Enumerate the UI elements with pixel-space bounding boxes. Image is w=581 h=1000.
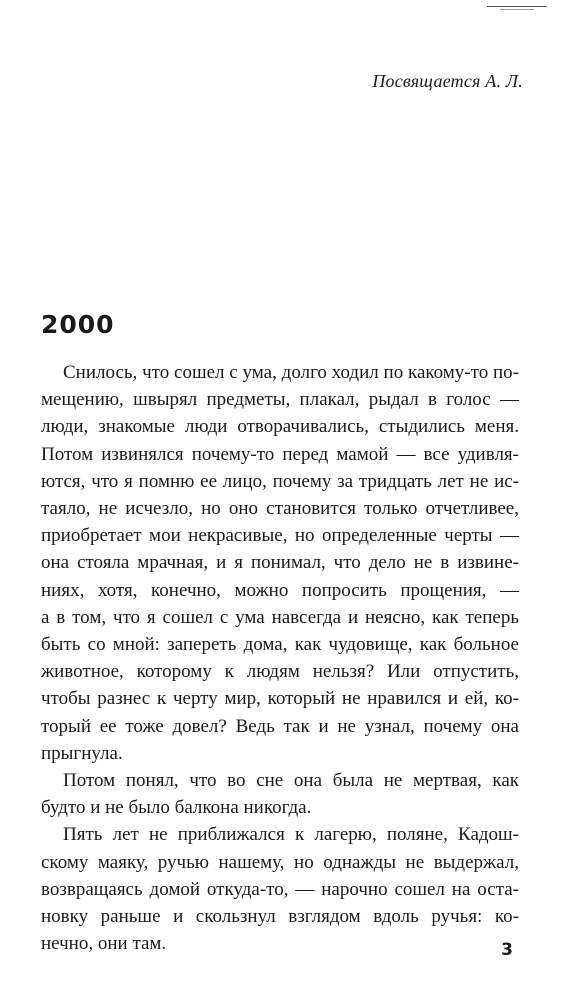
text-line: а в том, что я сошел с ума навсегда и неясно, как теперь <box>41 606 519 628</box>
text-line: приобретает мои некрасивые, но определенные черты — <box>41 525 519 547</box>
text-line: она стояла мрачная, и я понимал, что дело не в извине- <box>41 552 519 574</box>
text-line: таяло, не исчезло, но оно становится только отчетливее, <box>41 498 519 520</box>
text-line: ниях, хотя, конечно, можно попросить прощения, — <box>41 579 519 601</box>
chapter-title: 2000 <box>41 310 115 339</box>
text-line: мещению, швырял предметы, плакал, рыдал в голос — <box>41 389 519 411</box>
dedication: Посвящается А. Л. <box>372 71 523 91</box>
top-rule-secondary <box>500 9 534 10</box>
text-line: прыгнула. <box>41 742 123 764</box>
text-line: Потом извинялся почему-то перед мамой — все удивля- <box>41 443 519 465</box>
text-line: торый ее тоже довел? Ведь так и не узнал, почему она <box>41 715 519 737</box>
text-line: чтобы разнес к черту мир, который не нравился и ей, ко- <box>41 688 519 710</box>
text-line: нечно, они там. <box>41 933 167 955</box>
text-line: скому маяку, ручью нашему, но однажды не выдержал, <box>41 851 519 873</box>
text-line: будто и не было балкона никогда. <box>41 797 312 819</box>
page-number: 3 <box>501 940 513 960</box>
text-line: возвращаясь домой откуда-то, — нарочно сошел на оста- <box>41 878 519 900</box>
text-line: Снилось, что сошел с ума, долго ходил по какому-то по- <box>63 362 519 383</box>
text-line: животное, которому к людям нельзя? Или отпустить, <box>41 661 519 683</box>
text-line: новку раньше и скользнул взглядом вдоль ручья: ко- <box>41 906 519 928</box>
text-line: Потом понял, что во сне она была не мертвая, как <box>63 770 519 792</box>
text-line: быть со мной: запереть дома, как чудовище, как больное <box>41 634 519 656</box>
top-rule <box>487 6 547 7</box>
text-line: Пять лет не приближался к лагерю, поляне, Кадош- <box>63 824 519 846</box>
body-text <box>41 359 519 957</box>
text-line: люди, знакомые люди отворачивались, стыдились меня. <box>41 416 519 438</box>
text-line: ются, что я помню ее лицо, почему за тридцать лет не ис- <box>41 470 519 492</box>
